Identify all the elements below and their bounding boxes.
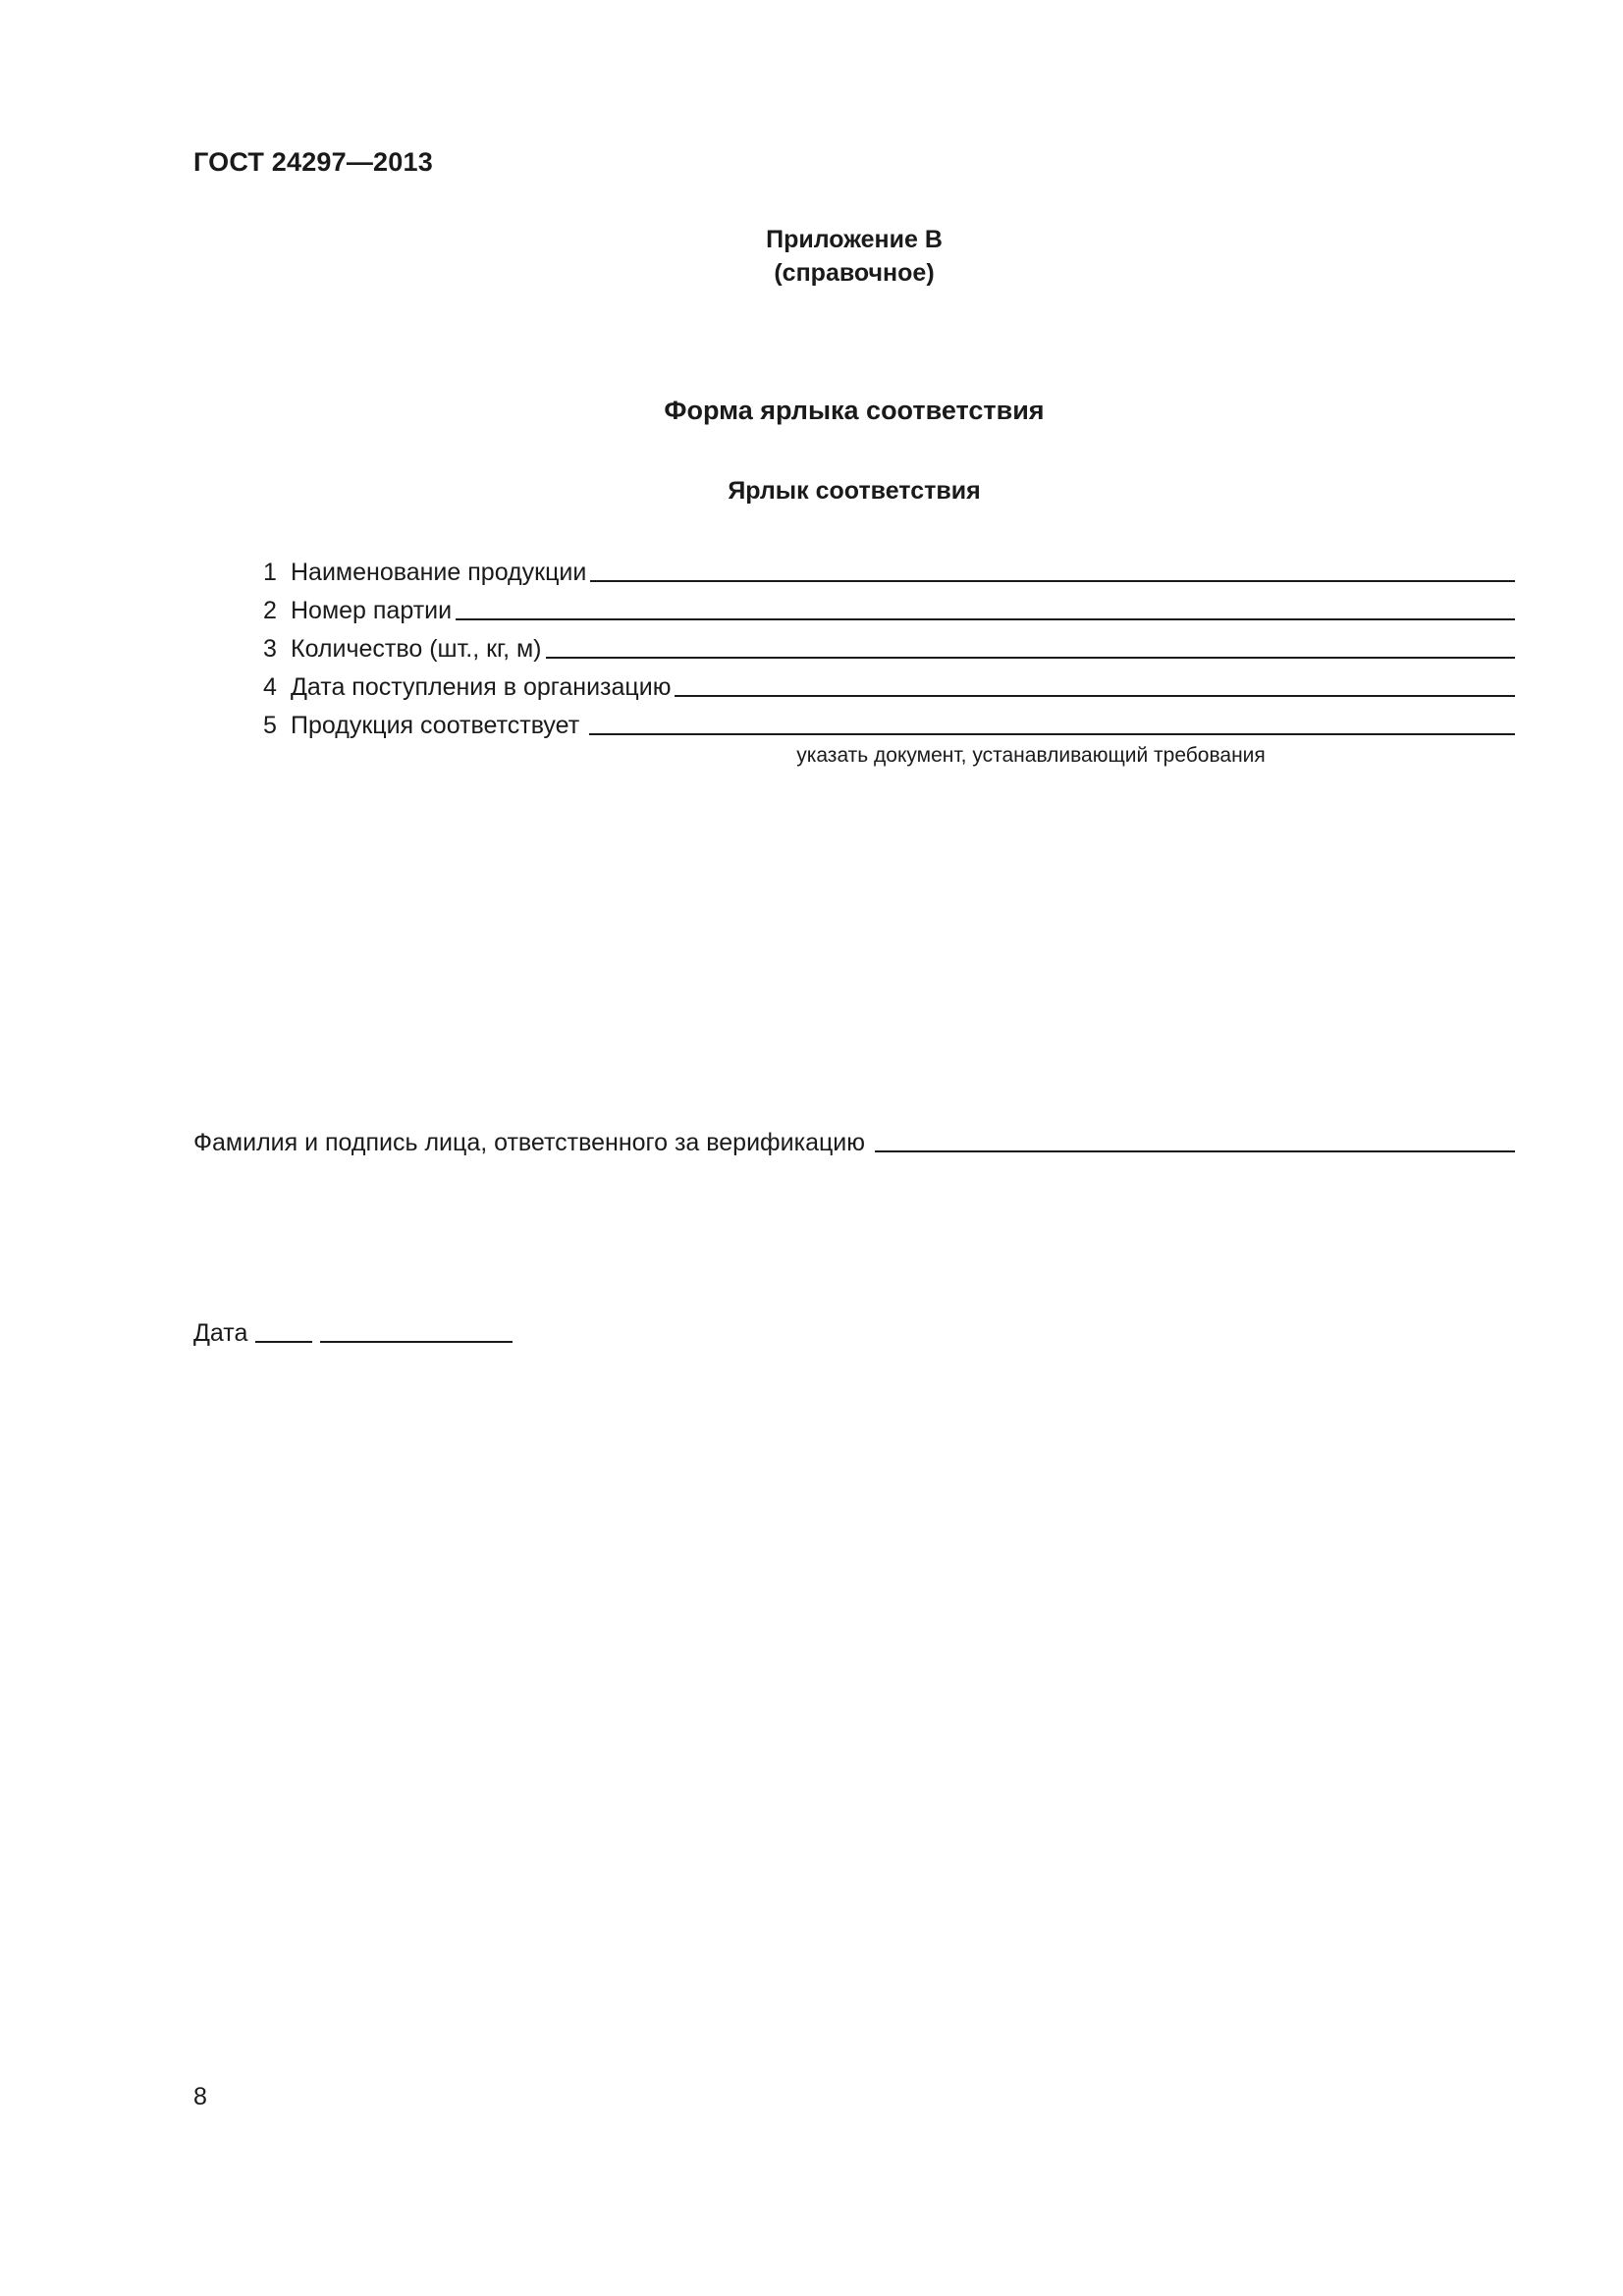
date-label: Дата xyxy=(193,1319,248,1347)
field-number: 3 xyxy=(263,635,277,663)
field-batch-number xyxy=(263,592,1515,625)
signature-line[interactable] xyxy=(875,1149,1515,1152)
fill-in-line[interactable] xyxy=(675,694,1515,697)
document-code: ГОСТ 24297—2013 xyxy=(193,147,433,177)
field-label: Наименование продукции xyxy=(291,559,587,586)
field-receipt-date xyxy=(263,668,1515,702)
field-label: Продукция соответствует xyxy=(291,712,580,739)
field-label: Количество (шт., кг, м) xyxy=(291,635,542,663)
signature-row xyxy=(193,1124,1515,1157)
field-number: 1 xyxy=(263,559,277,586)
signature-label: Фамилия и подпись лица, ответственного за верификацию xyxy=(193,1129,866,1156)
field-number: 4 xyxy=(263,673,277,701)
field-product-name xyxy=(263,554,1515,587)
date-month-year-line[interactable] xyxy=(320,1340,513,1343)
fill-in-line[interactable] xyxy=(590,579,1515,582)
page-number: 8 xyxy=(193,2083,207,2110)
appendix-kind: (справочное) xyxy=(774,259,935,287)
appendix-title: Приложение В xyxy=(766,226,943,253)
field-product-conforms xyxy=(263,707,1515,740)
field-number: 5 xyxy=(263,712,277,739)
label-title: Ярлык соответствия xyxy=(728,477,981,505)
field-label: Дата поступления в организацию xyxy=(291,673,672,701)
date-day-line[interactable] xyxy=(255,1340,312,1343)
fill-in-line[interactable] xyxy=(589,732,1515,735)
fill-in-line[interactable] xyxy=(456,617,1515,620)
field-hint: указать документ, устанавливающий требования xyxy=(796,744,1266,767)
field-label: Номер партии xyxy=(291,597,453,624)
field-number: 2 xyxy=(263,597,277,624)
fill-in-line[interactable] xyxy=(546,656,1515,659)
form-title: Форма ярлыка соответствия xyxy=(664,396,1045,425)
field-quantity xyxy=(263,630,1515,664)
date-row xyxy=(193,1314,513,1348)
